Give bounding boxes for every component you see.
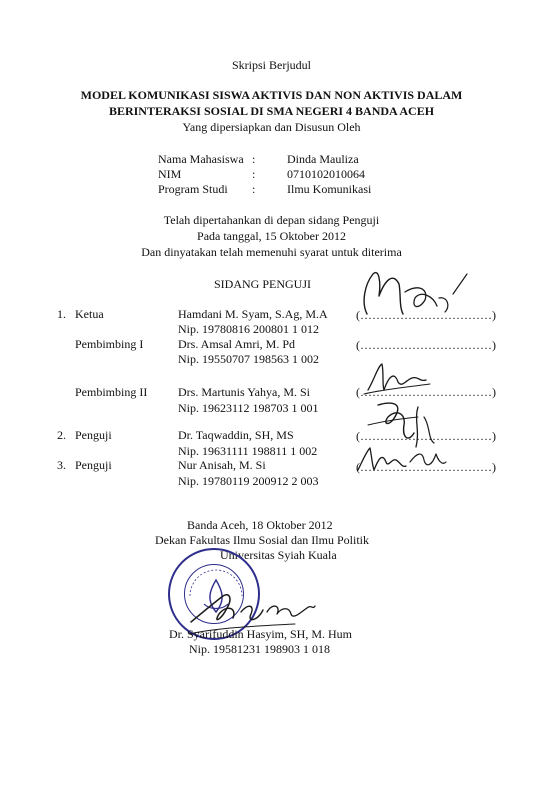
signature-line: (……………………………) [356,385,496,399]
signature-line: (……………………………) [356,429,496,443]
committee-role: Pembimbing II [75,385,148,399]
penguji-3-signature [352,440,452,476]
thesis-title-line-1: MODEL KOMUNIKASI SISWA AKTIVIS DAN NON AKTIVIS DALAM [80,88,463,102]
student-name-label: Nama Mahasiswa [158,152,244,166]
committee-member-nip: Nip. 19780816 200801 1 012 [178,322,319,336]
approval-place-date: Banda Aceh, 18 Oktober 2012 [187,518,333,532]
student-name-colon: : [252,152,256,166]
student-nim-colon: : [252,167,256,181]
committee-member-name: Dr. Taqwaddin, SH, MS [178,428,294,442]
pembimbing-ii-signature [360,360,440,398]
dean-nip: Nip. 19581231 198903 1 018 [189,642,330,656]
ketua-signature [355,262,475,322]
committee-member-name: Nur Anisah, M. Si [178,458,266,472]
thesis-title-line-2: BERINTERAKSI SOSIAL DI SMA NEGERI 4 BANDA ACEH [108,104,435,118]
approval-faculty-title: Dekan Fakultas Ilmu Sosial dan Ilmu Politik [155,533,369,547]
committee-member-name: Drs. Martunis Yahya, M. Si [178,385,311,399]
prepared-by-text: Yang dipersiapkan dan Disusun Oleh [182,120,361,134]
defense-statement-line-1: Telah dipertahankan di depan sidang Penguji [163,213,380,227]
signature-line: (……………………………) [356,338,496,352]
signature-line: (……………………………) [356,308,496,322]
committee-role: Pembimbing I [75,337,144,351]
committee-number: 1. [57,307,66,321]
committee-member-name: Drs. Amsal Amri, M. Pd [178,337,296,351]
committee-member-nip: Nip. 19623112 198703 1 001 [178,401,319,415]
committee-number: 3. [57,458,66,472]
committee-number: 2. [57,428,66,442]
committee-member-nip: Nip. 19780119 200912 2 003 [178,474,319,488]
dean-name: Dr. Syarifuddin Hasyim, SH, M. Hum [169,627,352,641]
student-program-label: Program Studi [158,182,228,196]
student-nim-value: 0710102010064 [287,167,365,181]
defense-date-line: Pada tanggal, 15 Oktober 2012 [197,229,346,243]
committee-member-nip: Nip. 19550707 198563 1 002 [178,352,319,366]
committee-member-nip: Nip. 19631111 198811 1 002 [178,444,318,458]
committee-member-name: Hamdani M. Syam, S.Ag, M.A [178,307,328,321]
document-heading: Skripsi Berjudul [231,58,311,72]
signature-line: (……………………………) [356,460,496,474]
committee-role: Penguji [75,458,112,472]
committee-role: Penguji [75,428,112,442]
student-nim-label: NIM [158,167,182,181]
student-program-value: Ilmu Komunikasi [287,182,372,196]
defense-statement-line-3: Dan dinyatakan telah memenuhi syarat untuk diterima [141,245,402,259]
committee-heading: SIDANG PENGUJI [214,277,312,291]
committee-role: Ketua [75,307,104,321]
student-program-colon: : [252,182,256,196]
approval-university: Universitas Syiah Kuala [220,548,337,562]
student-name-value: Dinda Mauliza [287,152,359,166]
